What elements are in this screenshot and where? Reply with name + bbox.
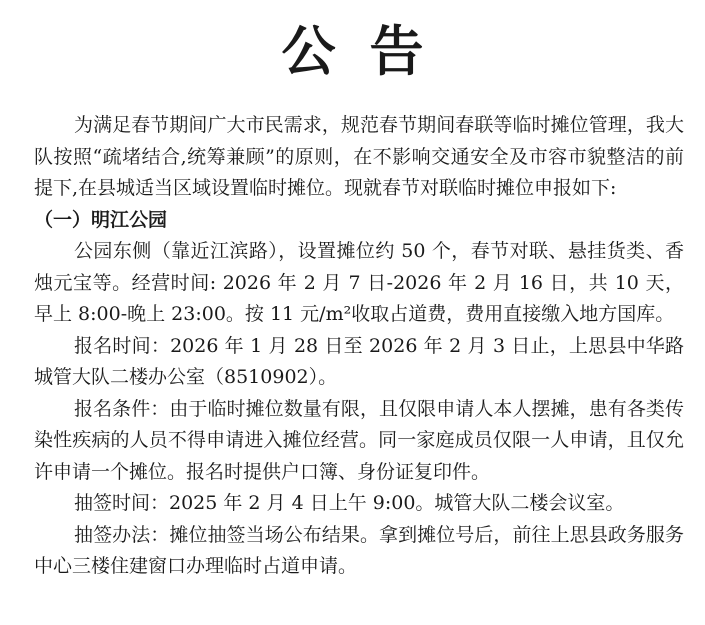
registration-conditions-paragraph: 报名条件：由于临时摊位数量有限，且仅限申请人本人摆摊，患有各类传染性疾病的人员不得申请进入摊位经营。同一家庭成员仅限一人申请，且仅允许申请一个摊位。报名时提供户口簿、身份证复印件。 <box>34 397 684 483</box>
location-paragraph: 公园东侧（靠近江滨路），设置摊位约 50 个，春节对联、悬挂货类、香烛元宝等。经营时间: 2026 年 2 月 7 日-2026 年 2 月 16 日，共 10 天，早上 8:00-晚上 23:00。按 11 元/m²收取占道费，费用直接缴入地方国库。 <box>34 240 684 325</box>
registration-time-paragraph: 报名时间：2026 年 1 月 28 日至 2026 年 2 月 3 日止，上思县中华路城管大队二楼办公室（8510902）。 <box>34 334 684 388</box>
lottery-time-paragraph: 抽签时间：2025 年 2 月 4 日上午 9:00。城管大队二楼会议室。 <box>74 492 625 514</box>
intro-paragraph: 为满足春节期间广大市民需求，规范春节期间春联等临时摊位管理，我大队按照“疏堵结合,统筹兼顾”的原则，在不影响交通安全及市容市貌整洁的前提下,在县城适当区域设置临时摊位。现就春节对联临时摊位申报如下: <box>34 114 684 199</box>
section-heading-mingjiang-park: （一）明江公园 <box>34 208 168 231</box>
lottery-method-paragraph: 抽签办法：摊位抽签当场公布结果。拿到摊位号后，前往上思县政务服务中心三楼住建窗口办理临时占道申请。 <box>34 523 684 577</box>
document-body <box>34 110 684 583</box>
document-title: 公告 <box>281 20 458 83</box>
